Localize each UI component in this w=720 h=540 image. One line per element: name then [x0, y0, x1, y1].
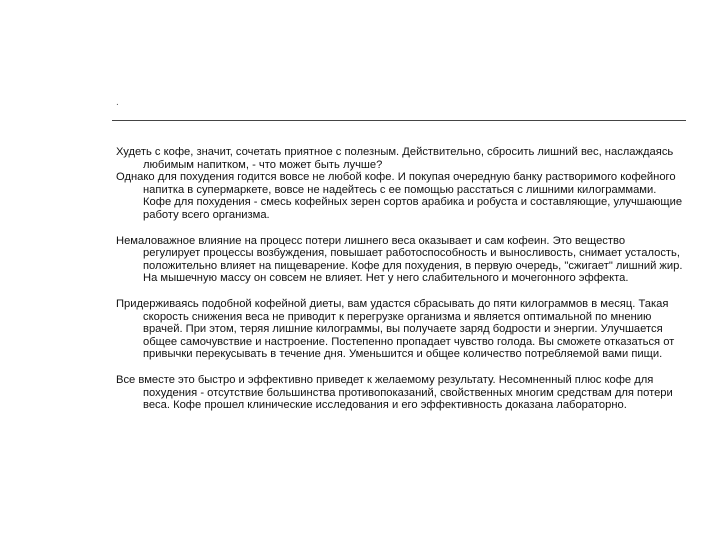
- slide-marker: .: [116, 97, 119, 108]
- paragraph-gap: [116, 222, 684, 235]
- paragraph-2: Однако для похудения годится вовсе не любой кофе. И покупая очередную банку растворимого кофейного напитка в супермаркете, вовсе не надейтесь с ее помощью расстаться с лишними килограммами. Кофе для похудения - смесь кофейных зерен сортов арабика и робуста и составляющие, улучшающие работу всего организма.: [116, 171, 683, 221]
- paragraph-4: Придерживаясь подобной кофейной диеты, вам удастся сбрасывать до пяти килограммов в месяц. Такая скорость снижения веса не приводит к перегрузке организма и является оптимальной по мнению врачей. При этом, теряя лишние килограммы, вы получаете заряд бодрости и энергии. Улучшается общее самочувствие и настроение. Постепенно пропадает чувство голода. Вы сможете отказаться от привычки перекусывать в течение дня. Уменьшится и общее количество потребляемой вами пищи.: [116, 297, 675, 361]
- paragraph-5: Все вместе это быстро и эффективно приведет к желаемому результату. Несомненный плюс кофе для похудения - отсутствие большинства противопоказаний, свойственных многим средствам для потери веса. Кофе прошел клинические исследования и его эффективность доказана лабораторно.: [116, 373, 673, 412]
- paragraph-3: Немаловажное влияние на процесс потери лишнего веса оказывает и сам кофеин. Это вещество регулирует процессы возбуждения, повышает работоспособность и выносливость, снимает усталость, положительно влияет на пищеварение. Кофе для похудения, в первую очередь, "сжигает" лишний жир. На мышечную массу он совсем не влияет. Нет у него слабительного и мочегонного эффекта.: [116, 234, 683, 285]
- article-body: [116, 146, 684, 412]
- paragraph-gap: [116, 285, 684, 298]
- divider-line: [112, 120, 686, 121]
- paragraph-gap: [116, 361, 684, 374]
- paragraph-1: Худеть с кофе, значит, сочетать приятное с полезным. Действительно, сбросить лишний вес, наслаждаясь любимым напитком, - что может быть лучше?: [116, 146, 674, 171]
